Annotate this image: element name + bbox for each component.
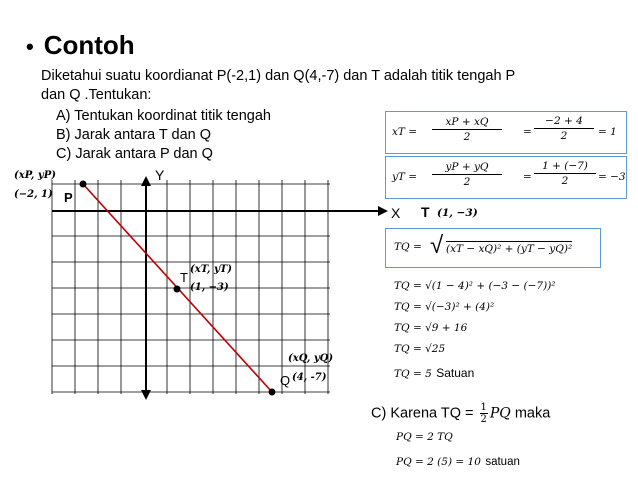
point-t [174,286,181,293]
yt-fraction [432,161,502,188]
bullet: • [26,34,34,59]
y-axis-arrow-up [141,176,151,186]
yt-fraction-2 [534,160,596,187]
half-num: 1 [480,402,487,413]
xt-denominator: 2 [463,131,471,143]
part-c-line [371,402,550,425]
x-axis-arrow [378,206,388,216]
tq-step-2: TQ = √(−3)² + (4)² [394,301,495,313]
half-den: 2 [480,414,487,425]
pq-unit: satuan [485,456,520,468]
xt-lhs: xT = [392,126,418,138]
xt-numerator: xP + xQ [432,116,502,130]
sqrt-icon: √ [430,231,444,259]
intro-line-2: dan Q .Tentukan: [41,87,152,103]
t-result-label: T [421,204,430,220]
xt-denominator-2: 2 [560,130,568,142]
x-axis-label: X [391,205,401,221]
yt-lhs: yT = [392,171,418,183]
xt-numerator-2: −2 + 4 [534,115,594,129]
xt-eq: = [523,126,532,138]
tq-step-1: TQ = √(1 − 4)² + (−3 − (−7))² [394,280,556,292]
yt-numerator: yP + yQ [432,161,502,175]
tq-step-3: TQ = √9 + 16 [394,322,468,334]
tq-step-4: TQ = √25 [394,343,446,355]
xt-fraction-2 [534,115,594,142]
t-coord: (1, −3) [190,282,229,293]
intro-line-1: Diketahui suatu koordianat P(-2,1) dan Q(4,-7) dan T adalah titik tengah P [41,68,516,84]
y-axis-label: Y [155,167,165,183]
part-c-prefix: C) Karena TQ = [371,405,474,422]
task-a: A) Tentukan koordinat titik tengah [56,108,271,124]
point-p [80,181,87,188]
t-result-coord: (1, −3) [437,207,478,219]
xt-fraction [432,116,502,143]
half-fraction [480,402,488,425]
task-c: C) Jarak antara P dan Q [56,146,213,162]
part-c-suffix: maka [514,405,551,422]
p-label: P [64,190,73,205]
yt-result: = −3 [598,171,626,183]
yt-numerator-2: 1 + (−7) [534,160,596,174]
part-c-pq: PQ [489,405,511,422]
tq-step-5 [394,364,474,382]
y-axis-arrow-down [141,390,151,400]
q-label: Q [280,373,291,388]
yt-denominator: 2 [463,176,471,188]
pq-step-2 [396,452,520,470]
yt-denominator-2: 2 [561,175,569,187]
p-formula: (xP, yP) [14,170,56,181]
tq-rhs: (xT − xQ)² + (yT − yQ)² [446,243,573,255]
xt-result: = 1 [598,126,617,138]
p-coord: (−2, 1) [14,189,53,200]
pq-step-2-value: PQ = 2 (5) = 10 [396,456,481,468]
tq-unit: Satuan [436,366,475,380]
t-formula: (xT, yT) [190,264,232,275]
title-text: Contoh [43,30,135,60]
tq-lhs: TQ = [394,241,422,253]
t-label: T [180,270,188,285]
q-formula: (xQ, yQ) [288,353,334,364]
tq-step-5-value: TQ = 5 [394,368,432,380]
tq-formula-box [385,228,601,268]
yt-eq: = [523,171,532,183]
pq-step-1: PQ = 2 TQ [396,431,453,443]
task-b: B) Jarak antara T dan Q [56,127,212,143]
q-coord: (4, -7) [292,372,327,383]
point-q [269,389,276,396]
